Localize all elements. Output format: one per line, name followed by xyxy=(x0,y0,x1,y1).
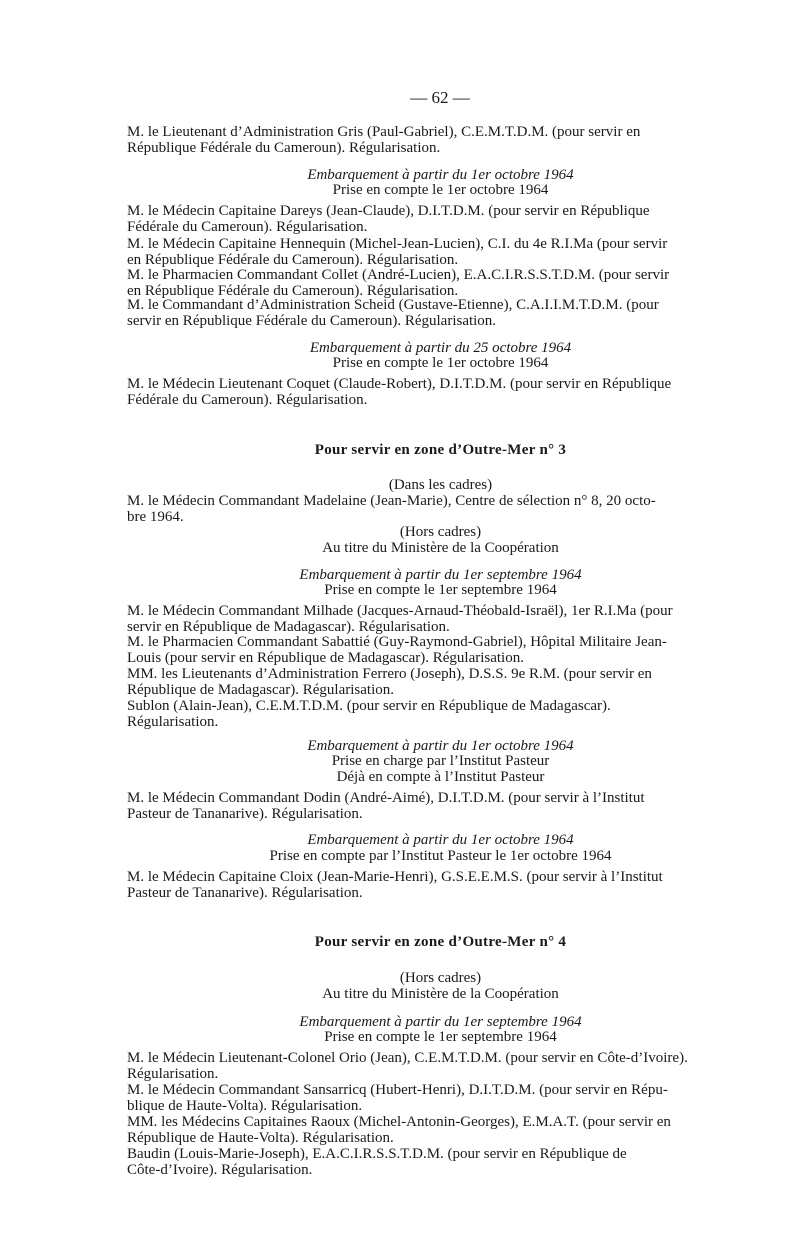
entry-coquet xyxy=(127,376,754,408)
embarkation-heading: Embarquement à partir du 1er septembre 1964 xyxy=(299,567,582,583)
entry-line: M. le Médecin Capitaine Cloix (Jean-Marie-Henri), G.S.E.E.M.S. (pour servir à l’Institut xyxy=(127,869,663,885)
page-number: — 62 — xyxy=(410,88,470,107)
entry-hennequin xyxy=(127,236,754,268)
entry-madelaine xyxy=(127,493,754,525)
entry-dareys xyxy=(127,203,754,235)
prise-en-compte: Prise en compte le 1er octobre 1964 xyxy=(332,182,549,198)
entry-line: M. le Commandant d’Administration Scheid (Gustave-Etienne), C.A.I.I.M.T.D.M. (pour xyxy=(127,297,659,313)
entry-sabattie xyxy=(127,634,754,666)
prise-en-compte: Prise en compte le 1er octobre 1964 xyxy=(332,355,549,371)
entry-line: MM. les Médecins Capitaines Raoux (Michel-Antonin-Georges), E.M.A.T. (pour servir en xyxy=(127,1114,671,1130)
prise-en-compte: Prise en compte le 1er septembre 1964 xyxy=(324,1029,557,1045)
entry-line: République de Madagascar). Régularisation. xyxy=(127,682,394,698)
embarkation-heading: Embarquement à partir du 1er octobre 1964 xyxy=(307,167,574,183)
section-heading-zone-3: Pour servir en zone d’Outre-Mer n° 3 xyxy=(314,442,567,458)
entry-milhade xyxy=(127,603,754,635)
entry-line: Pasteur de Tananarive). Régularisation. xyxy=(127,885,363,901)
hors-cadres-label: (Hors cadres) xyxy=(399,524,482,540)
entry-dodin xyxy=(127,790,754,822)
prise-en-compte: Prise en compte par l’Institut Pasteur le 1er octobre 1964 xyxy=(269,848,612,864)
entry-line: M. le Médecin Capitaine Dareys (Jean-Claude), D.I.T.D.M. (pour servir en République xyxy=(127,203,650,219)
entry-line: M. le Lieutenant d’Administration Gris (Paul-Gabriel), C.E.M.T.D.M. (pour servir en xyxy=(127,124,641,140)
entry-line: Pasteur de Tananarive). Régularisation. xyxy=(127,806,363,822)
entry-line: M. le Pharmacien Commandant Sabattié (Guy-Raymond-Gabriel), Hôpital Militaire Jean- xyxy=(127,634,667,650)
embarkation-heading: Embarquement à partir du 1er octobre 1964 xyxy=(307,738,574,754)
entry-line: République Fédérale du Cameroun). Régularisation. xyxy=(127,140,441,156)
entry-line: Baudin (Louis-Marie-Joseph), E.A.C.I.R.S.S.T.D.M. (pour servir en République de xyxy=(127,1146,627,1162)
entry-line: Fédérale du Cameroun). Régularisation. xyxy=(127,392,368,408)
entry-line: Côte-d’Ivoire). Régularisation. xyxy=(127,1162,313,1178)
section-heading-zone-4: Pour servir en zone d’Outre-Mer n° 4 xyxy=(314,934,567,950)
entry-scheid xyxy=(127,297,754,329)
entry-line: M. le Médecin Commandant Sansarricq (Hubert-Henri), D.I.T.D.M. (pour servir en Répu- xyxy=(127,1082,668,1098)
entry-line: M. le Médecin Lieutenant Coquet (Claude-Robert), D.I.T.D.M. (pour servir en République xyxy=(127,376,672,392)
cooperation-label: Au titre du Ministère de la Coopération xyxy=(322,540,559,556)
entry-line: bre 1964. xyxy=(127,509,184,525)
entry-line: Louis (pour servir en République de Madagascar). Régularisation. xyxy=(127,650,524,666)
embarkation-heading: Embarquement à partir du 1er octobre 1964 xyxy=(307,832,574,848)
embarkation-heading: Embarquement à partir du 25 octobre 1964 xyxy=(309,340,572,356)
entry-line: servir en République Fédérale du Cameroun). Régularisation. xyxy=(127,313,497,329)
prise-en-compte: Prise en compte le 1er septembre 1964 xyxy=(324,582,557,598)
entry-sansarricq xyxy=(127,1082,754,1114)
entry-line: Régularisation. xyxy=(127,714,219,730)
entry-line: M. le Médecin Commandant Madelaine (Jean-Marie), Centre de sélection n° 8, 20 octo- xyxy=(127,493,656,509)
entry-line: en République Fédérale du Cameroun). Régularisation. xyxy=(127,283,459,299)
entry-line: République de Haute-Volta). Régularisation. xyxy=(127,1130,394,1146)
entry-line: Fédérale du Cameroun). Régularisation. xyxy=(127,219,368,235)
entry-orio xyxy=(127,1050,754,1082)
entry-line: en République Fédérale du Cameroun). Régularisation. xyxy=(127,252,459,268)
entry-ferrero-sublon xyxy=(127,666,754,730)
entry-line: M. le Médecin Lieutenant-Colonel Orio (Jean), C.E.M.T.D.M. (pour servir en Côte-d’Ivoire). xyxy=(127,1050,688,1066)
entry-line: M. le Médecin Commandant Milhade (Jacques-Arnaud-Théobald-Israël), 1er R.I.Ma (pour xyxy=(127,603,673,619)
dans-cadres-label: (Dans les cadres) xyxy=(388,477,493,493)
entry-line: Sublon (Alain-Jean), C.E.M.T.D.M. (pour servir en République de Madagascar). xyxy=(127,698,611,714)
hors-cadres-label: (Hors cadres) xyxy=(399,970,482,986)
entry-line: blique de Haute-Volta). Régularisation. xyxy=(127,1098,363,1114)
deja-en-compte: Déjà en compte à l’Institut Pasteur xyxy=(336,769,545,785)
entry-gris xyxy=(127,124,754,156)
entry-line: Régularisation. xyxy=(127,1066,219,1082)
entry-raoux-baudin xyxy=(127,1114,754,1178)
cooperation-label: Au titre du Ministère de la Coopération xyxy=(322,986,559,1002)
entry-line: servir en République de Madagascar). Régularisation. xyxy=(127,619,450,635)
embarkation-heading: Embarquement à partir du 1er septembre 1964 xyxy=(299,1014,582,1030)
entry-line: M. le Médecin Commandant Dodin (André-Aimé), D.I.T.D.M. (pour servir à l’Institut xyxy=(127,790,645,806)
entry-line: M. le Pharmacien Commandant Collet (André-Lucien), E.A.C.I.R.S.S.T.D.M. (pour servir xyxy=(127,267,670,283)
entry-cloix xyxy=(127,869,754,901)
entry-line: MM. les Lieutenants d’Administration Ferrero (Joseph), D.S.S. 9e R.M. (pour servir en xyxy=(127,666,652,682)
prise-en-charge: Prise en charge par l’Institut Pasteur xyxy=(331,753,550,769)
entry-line: M. le Médecin Capitaine Hennequin (Michel-Jean-Lucien), C.I. du 4e R.I.Ma (pour servir xyxy=(127,236,668,252)
entry-collet xyxy=(127,267,754,299)
